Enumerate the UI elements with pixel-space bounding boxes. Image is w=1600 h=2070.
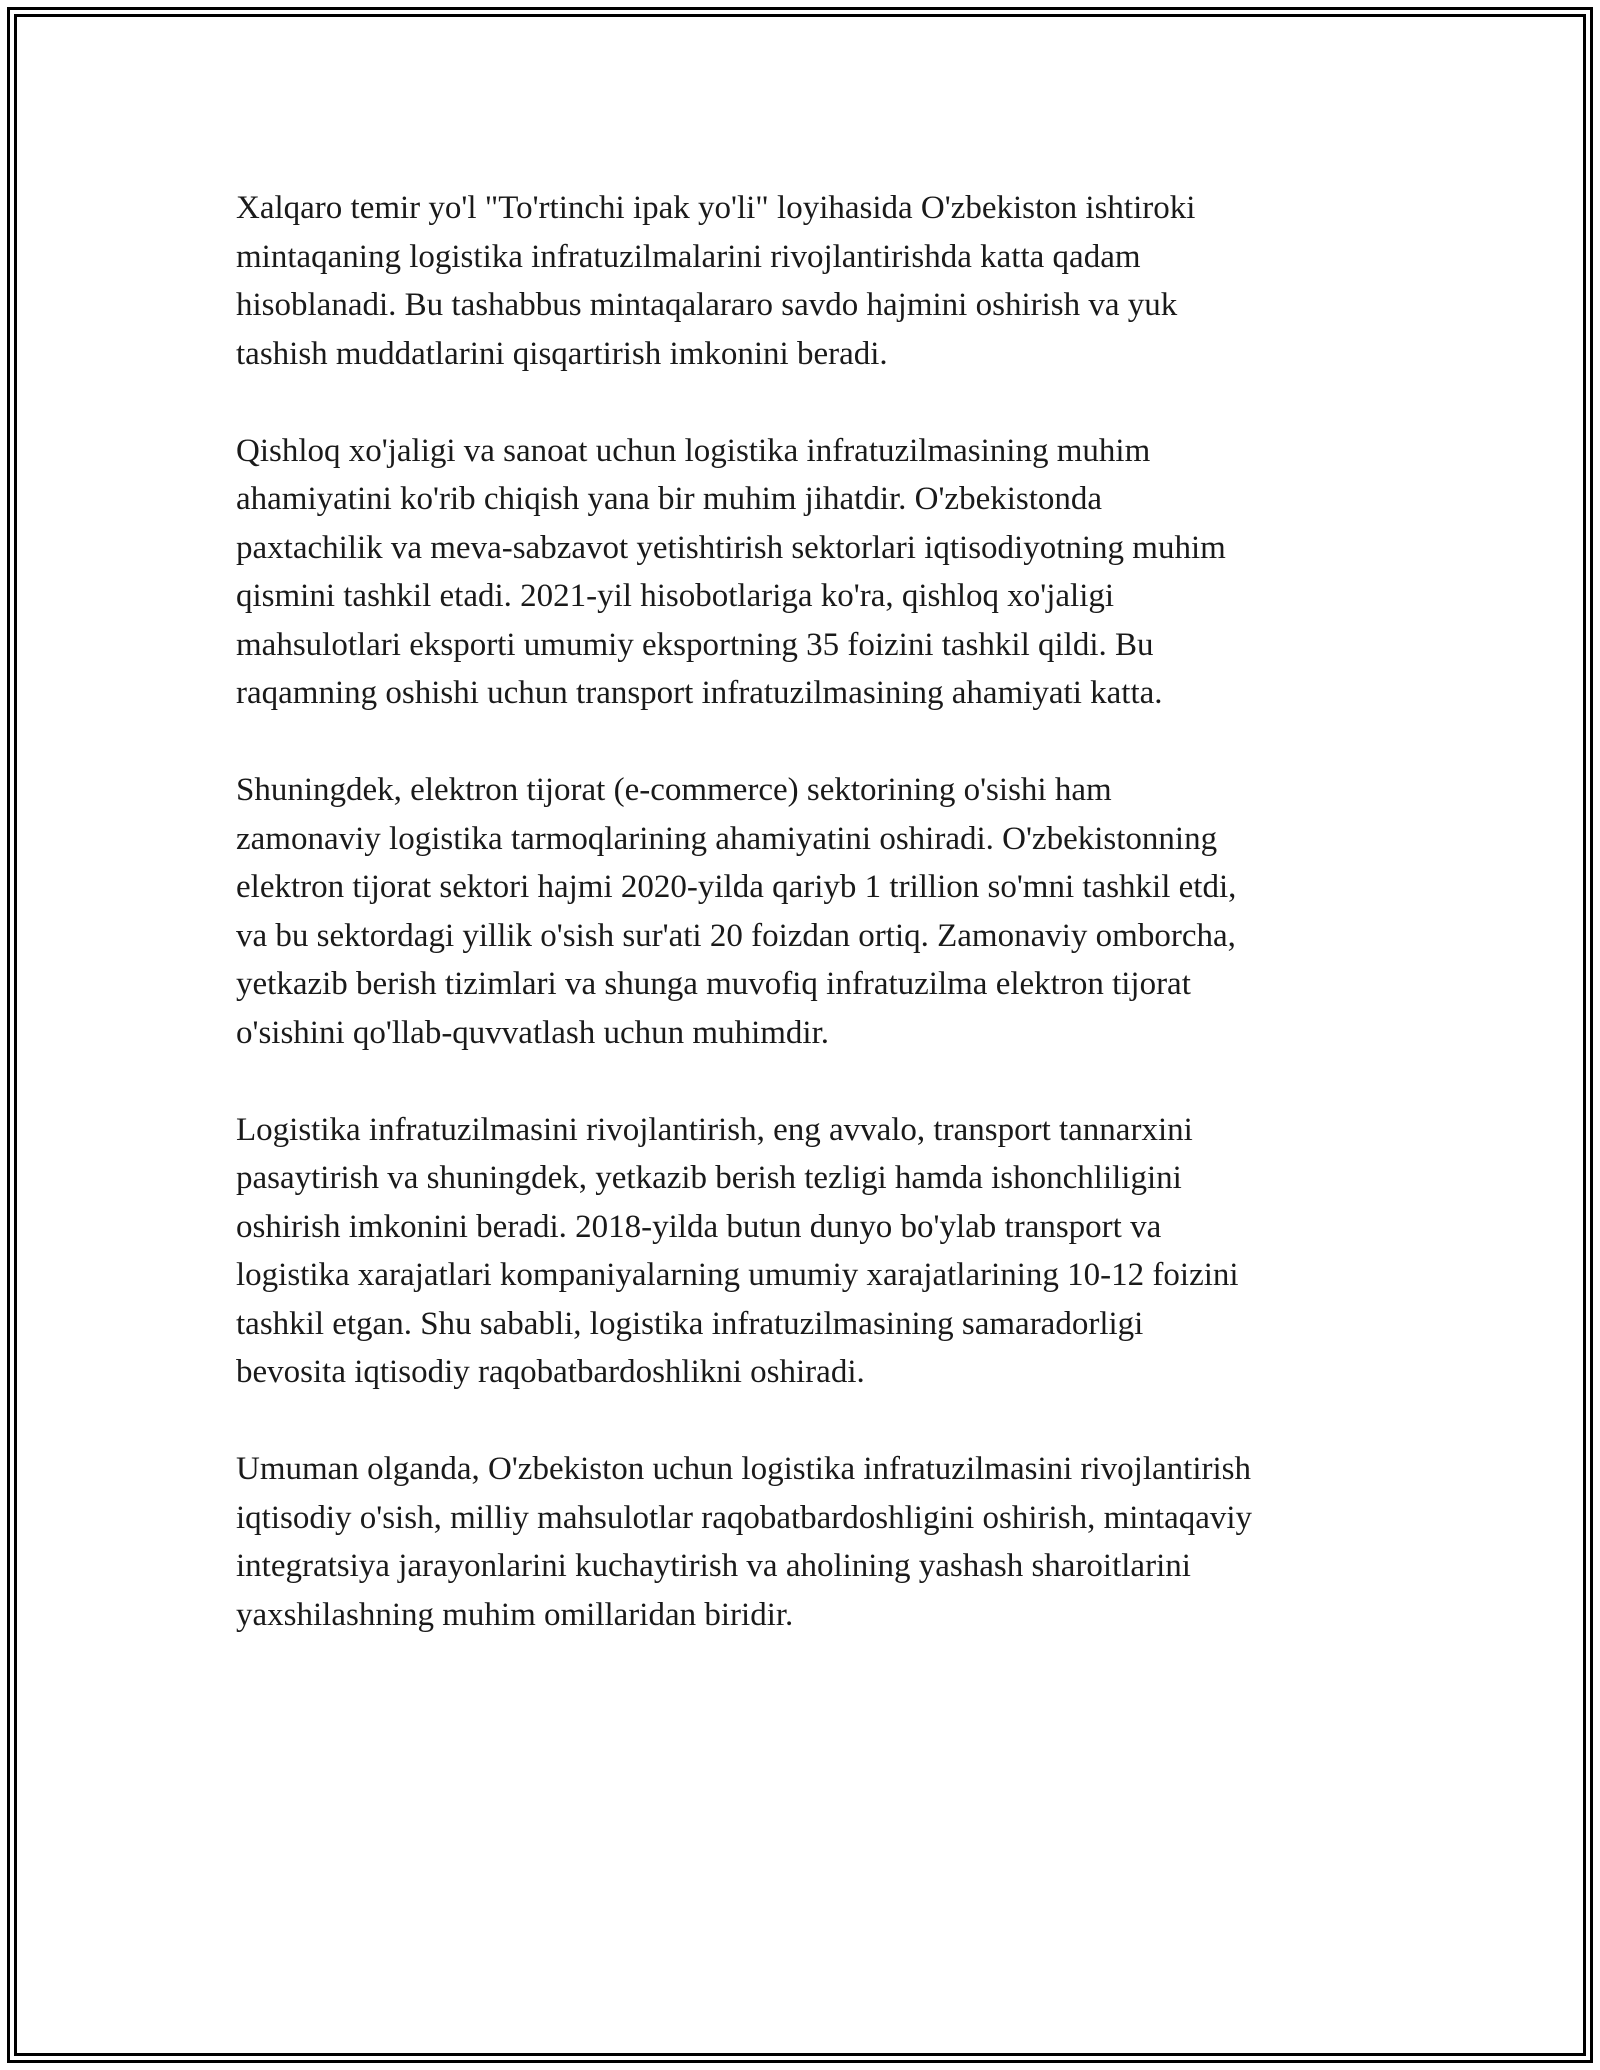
text-line: qismini tashkil etadi. 2021-yil hisobotlariga ko'ra, qishloq xo'jaligi	[236, 578, 1115, 614]
text-line: logistika xarajatlari kompaniyalarning umumiy xarajatlarining 10-12 foizini	[236, 1257, 1239, 1293]
paragraph-railway	[236, 184, 1376, 378]
text-line: tashkil etgan. Shu sababli, logistika infratuzilmasining samaradorligi	[236, 1305, 1144, 1342]
paragraph-ecommerce	[236, 766, 1376, 1057]
text-line: elektron tijorat sektori hajmi 2020-yilda qariyb 1 trillion so'mni tashkil etdi,	[236, 869, 1237, 905]
paragraph-costs	[236, 1106, 1376, 1397]
text-line: oshirish imkonini beradi. 2018-yilda butun dunyo bo'ylab transport va	[236, 1208, 1162, 1245]
text-line: Umuman olganda, O'zbekiston uchun logistika infratuzilmasini rivojlantirish	[236, 1451, 1252, 1487]
text-line: Qishloq xo'jaligi va sanoat uchun logistika infratuzilmasining muhim	[236, 432, 1151, 469]
text-line: zamonaviy logistika tarmoqlarining ahamiyatini oshiradi. O'zbekistonning	[236, 820, 1218, 857]
text-line: hisoblanadi. Bu tashabbus mintaqalararo savdo hajmini oshirish va yuk	[236, 287, 1178, 323]
text-line: yaxshilashning muhim omillaridan biridir.	[236, 1596, 794, 1633]
text-line: pasaytirish va shuningdek, yetkazib berish tezligi hamda ishonchliligini	[236, 1160, 1182, 1196]
document-body	[236, 184, 1376, 1688]
paragraph-agriculture	[236, 427, 1376, 718]
text-line: tashish muddatlarini qisqartirish imkonini beradi.	[236, 335, 888, 372]
text-line: raqamning oshishi uchun transport infratuzilmasining ahamiyati katta.	[236, 675, 1163, 711]
text-line: paxtachilik va meva-sabzavot yetishtirish sektorlari iqtisodiyotning muhim	[236, 529, 1226, 566]
text-line: va bu sektordagi yillik o'sish sur'ati 20 foizdan ortiq. Zamonaviy omborcha,	[236, 917, 1236, 954]
text-line: integratsiya jarayonlarini kuchaytirish va aholining yashash sharoitlarini	[236, 1548, 1191, 1584]
text-line: yetkazib berish tizimlari va shunga muvofiq infratuzilma elektron tijorat	[236, 966, 1191, 1002]
text-line: Shuningdek, elektron tijorat (e-commerce) sektorining o'sishi ham	[236, 772, 1112, 808]
paragraph-conclusion	[236, 1445, 1376, 1639]
text-line: Xalqaro temir yo'l "To'rtinchi ipak yo'li" loyihasida O'zbekiston ishtiroki	[236, 190, 1196, 226]
text-line: bevosita iqtisodiy raqobatbardoshlikni oshiradi.	[236, 1354, 865, 1390]
text-line: Logistika infratuzilmasini rivojlantirish, eng avvalo, transport tannarxini	[236, 1111, 1193, 1148]
text-line: ahamiyatini ko'rib chiqish yana bir muhim jihatdir. O'zbekistonda	[236, 481, 1103, 517]
text-line: iqtisodiy o'sish, milliy mahsulotlar raqobatbardoshligini oshirish, mintaqaviy	[236, 1499, 1253, 1536]
text-line: mahsulotlari eksporti umumiy eksportning 35 foizini tashkil qildi. Bu	[236, 626, 1154, 663]
text-line: o'sishini qo'llab-quvvatlash uchun muhimdir.	[236, 1014, 830, 1051]
text-line: mintaqaning logistika infratuzilmalarini rivojlantirishda katta qadam	[236, 238, 1141, 275]
